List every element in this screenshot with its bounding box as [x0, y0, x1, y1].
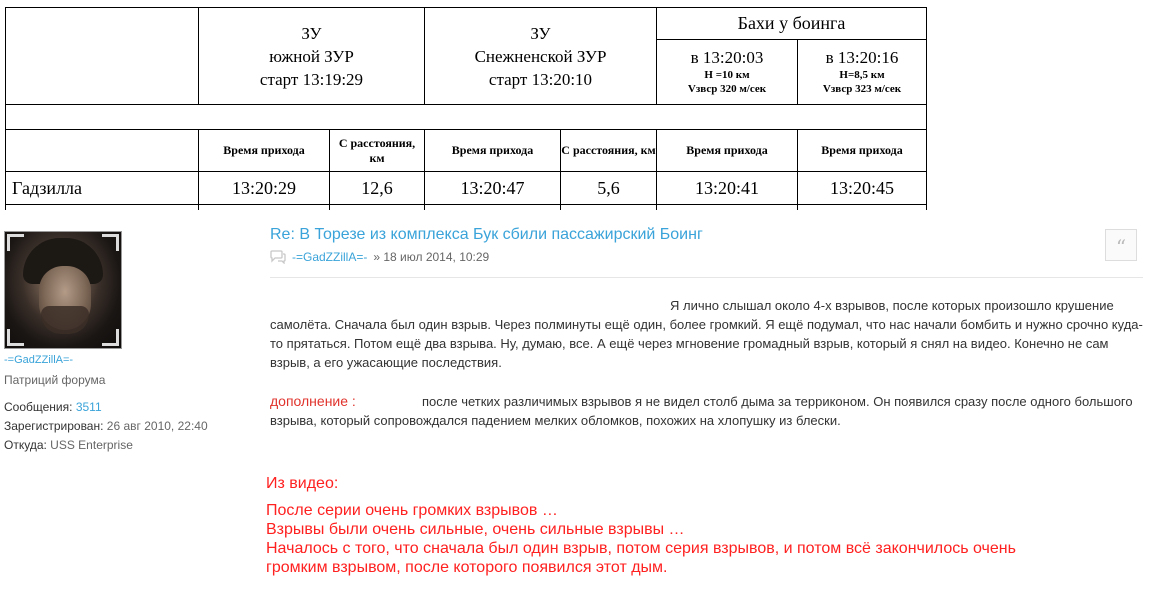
- boeing-explosion-a: в 13:20:03 Н =10 км Vзвср 320 м/сек: [657, 39, 798, 104]
- row-value: 13:20:47: [425, 172, 561, 205]
- row-value: 13:20:45: [798, 172, 927, 205]
- boeing-explosions-header: Бахи у боинга: [657, 8, 927, 40]
- post-icon: [270, 250, 286, 264]
- col-header-empty: [6, 130, 199, 172]
- col-header-arrival-3: Время прихода: [657, 130, 798, 172]
- cut-cell: [657, 205, 798, 211]
- post-paragraph-start: Я лично слышал около 4-х взрывов, после которых произошло крушение: [670, 298, 1114, 313]
- col-header-arrival-4: Время прихода: [798, 130, 927, 172]
- cut-cell: [798, 205, 927, 211]
- profile-rank: Патриций форума: [4, 373, 106, 387]
- video-line: громким взрывом, после которого появился этот дым.: [266, 559, 668, 576]
- post-body: [270, 296, 1146, 372]
- row-name: Гадзилла: [6, 172, 199, 205]
- location-value: USS Enterprise: [50, 438, 133, 452]
- col-header-distance-2: С расстояния, км: [561, 130, 657, 172]
- col-header-distance-1: С расстояния, км: [330, 130, 425, 172]
- registered-label: Зарегистрирован:: [4, 419, 104, 433]
- addendum-text-start: после четких различимых взрывов я не видел столб дыма за терриконом. Он появился сразу после одного: [422, 394, 1071, 409]
- post-paragraph-rest: самолёта. Сначала был один взрыв. Через полминуты ещё один, более громкий. Я ещё подумал, что нас начали бомбить и нужно срочно куда-то прятаться. Потом ещё два взрыва. Ну, думаю, все. А ещё через мгновение громадный взрыв, который я снял на видео. Конечно не сам взрыв, а его ужасающие последствия.: [270, 317, 1143, 370]
- timing-table: [5, 7, 927, 210]
- profile-registered: [4, 419, 208, 433]
- col-header-arrival-1: Время прихода: [199, 130, 330, 172]
- profile-username[interactable]: -=GadZZillA=-: [4, 354, 74, 366]
- row-value: 13:20:41: [657, 172, 798, 205]
- boeing-explosion-b: в 13:20:16 Н=8,5 км Vзвср 323 м/сек: [798, 39, 927, 104]
- col-header-arrival-2: Время прихода: [425, 130, 561, 172]
- empty-corner-cell: [6, 8, 199, 105]
- cut-cell: [330, 205, 425, 211]
- post-author-link[interactable]: -=GadZZillA=-: [292, 250, 368, 264]
- post-divider: [270, 277, 1143, 278]
- avatar[interactable]: [4, 231, 122, 349]
- cut-cell: [425, 205, 561, 211]
- avatar-frame-corner: [7, 329, 24, 346]
- addendum-text-rest: большого взрыва, который сопровождался падением мелких обломков, похожих на хлопушку из блески.: [270, 394, 1133, 428]
- registered-value: 26 авг 2010, 22:40: [106, 419, 208, 433]
- quote-icon: “: [1115, 235, 1127, 259]
- cut-cell: [561, 205, 657, 211]
- messages-label: Сообщения:: [4, 400, 73, 414]
- video-line: Началось с того, что сначала был один взрыв, потом серия взрывов, и потом всё закончилось очень: [266, 540, 1016, 557]
- post-title-link[interactable]: Re: В Торезе из комплекса Бук сбили пассажирский Боинг: [270, 226, 703, 243]
- video-line: Взрывы были очень сильные, очень сильные взрывы …: [266, 521, 685, 538]
- row-value: 13:20:29: [199, 172, 330, 205]
- video-heading: Из видео:: [266, 475, 339, 492]
- quote-button[interactable]: [1105, 229, 1137, 261]
- avatar-frame-corner: [102, 329, 119, 346]
- snezhnoe-zur-header: ЗУ Снежненской ЗУР старт 13:20:10: [425, 8, 657, 105]
- messages-count-link[interactable]: 3511: [75, 400, 102, 414]
- video-line: После серии очень громких взрывов …: [266, 502, 558, 519]
- avatar-beard: [41, 306, 89, 334]
- video-quote: [266, 474, 1016, 577]
- avatar-frame-corner: [102, 234, 119, 251]
- avatar-frame-corner: [7, 234, 24, 251]
- profile-messages: [4, 400, 102, 414]
- south-zur-header: ЗУ южной ЗУР старт 13:19:29: [199, 8, 425, 105]
- profile-location: [4, 438, 133, 452]
- cut-cell: [199, 205, 330, 211]
- row-value: 5,6: [561, 172, 657, 205]
- cut-cell: [6, 205, 199, 211]
- post-date: » 18 июл 2014, 10:29: [373, 250, 490, 264]
- addendum-label: дополнение :: [270, 393, 356, 409]
- post-addendum: [270, 392, 1146, 430]
- post-meta: [270, 250, 489, 264]
- location-label: Откуда:: [4, 438, 47, 452]
- blank-row: [6, 105, 927, 130]
- row-value: 12,6: [330, 172, 425, 205]
